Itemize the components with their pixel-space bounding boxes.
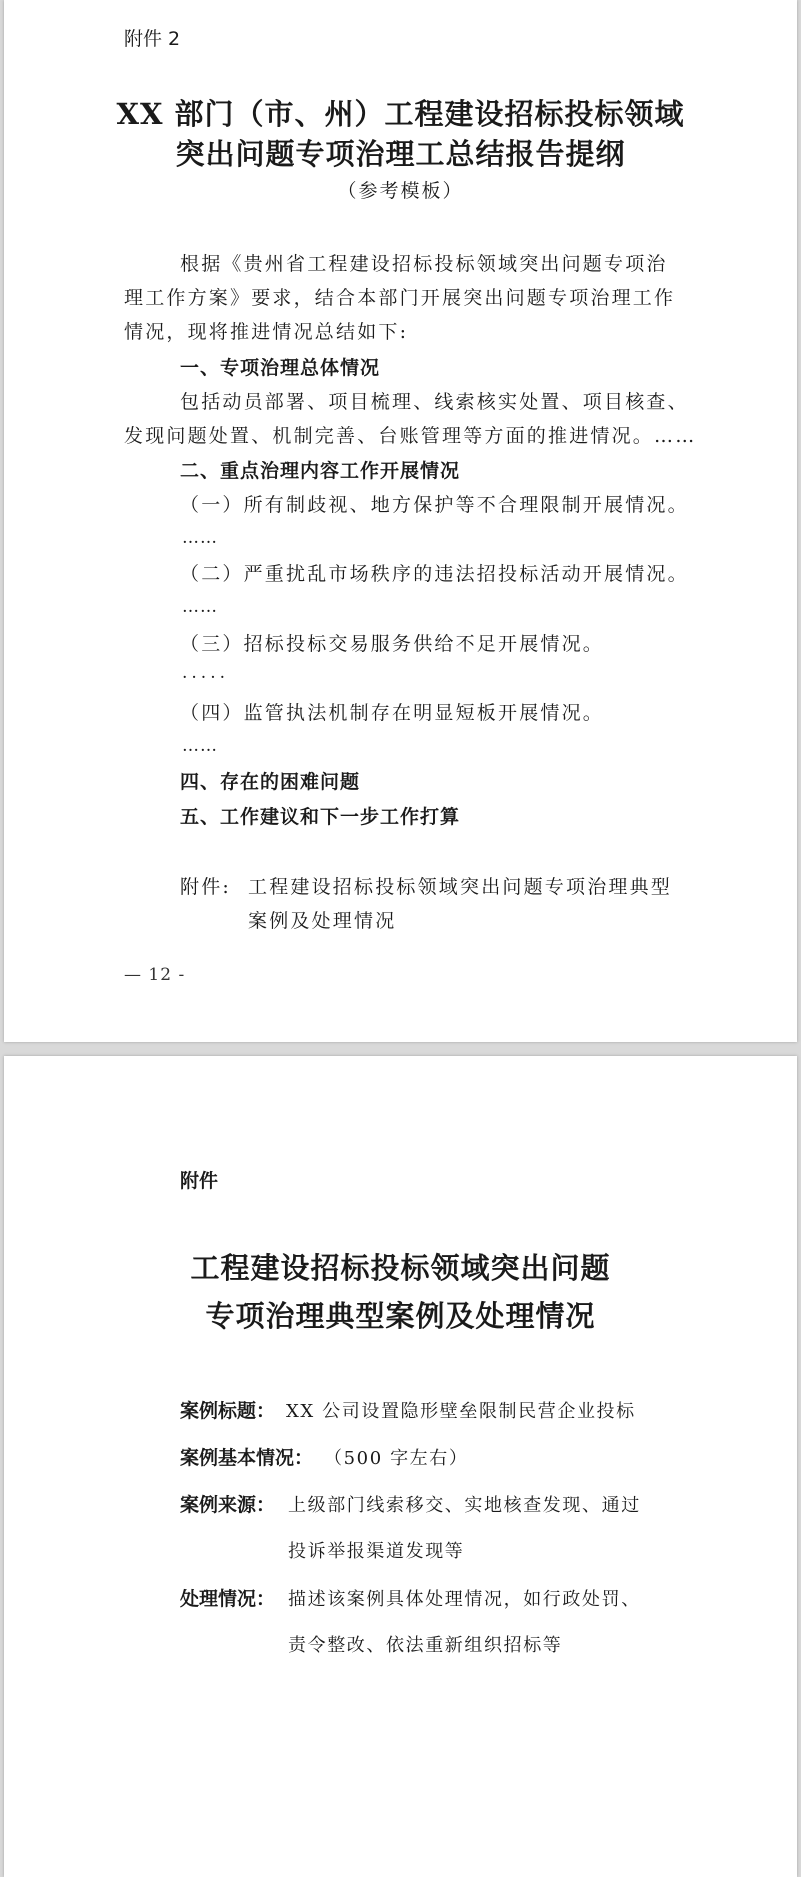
- intro-line-2: 理工作方案》要求，结合本部门开展突出问题专项治理工作: [124, 287, 676, 309]
- case-title-key: 案例标题：: [180, 1400, 276, 1422]
- attachment-note-line-2: 案例及处理情况: [248, 910, 397, 932]
- document-page-2: [4, 1056, 797, 1877]
- item-1-ellipsis: ……: [182, 528, 218, 548]
- section-5-heading: 五、工作建议和下一步工作打算: [180, 806, 461, 828]
- item-3-ellipsis: .....: [182, 663, 230, 683]
- attachment-note-label: 附件:: [180, 876, 232, 898]
- case-basic-key: 案例基本情况：: [180, 1447, 314, 1469]
- section-1-line-2: 发现问题处置、机制完善、台账管理等方面的推进情况。……: [124, 425, 697, 447]
- item-3: （三）招标投标交易服务供给不足开展情况。: [180, 633, 605, 655]
- section-4-heading: 四、存在的困难问题: [180, 771, 361, 793]
- handling-value-line-2: 责令整改、依法重新组织招标等: [288, 1635, 563, 1656]
- page-number: — 12 -: [124, 965, 186, 985]
- item-4-ellipsis: ……: [182, 736, 218, 756]
- section-2-heading: 二、重点治理内容工作开展情况: [180, 460, 461, 482]
- section-1-line-1: 包括动员部署、项目梳理、线索核实处置、项目核查、: [180, 391, 689, 413]
- intro-line-3: 情况，现将推进情况总结如下:: [124, 321, 409, 343]
- attachment-label: 附件 2: [124, 28, 181, 50]
- attachment-label: 附件: [180, 1170, 219, 1192]
- handling-key: 处理情况：: [180, 1588, 276, 1610]
- item-2: （二）严重扰乱市场秩序的违法招投标活动开展情况。: [180, 563, 689, 585]
- document-subtitle: （参考模板）: [337, 180, 464, 202]
- case-source-value-line-2: 投诉举报渠道发现等: [288, 1541, 465, 1562]
- document-title-line-1: XX 部门（市、州）工程建设招标投标领域: [116, 97, 685, 131]
- handling-value-line-1: 描述该案例具体处理情况，如行政处罚、: [288, 1589, 641, 1610]
- document-page-1: [4, 0, 797, 1042]
- case-source-value-line-1: 上级部门线索移交、实地核查发现、通过: [288, 1495, 641, 1516]
- case-title-value: XX 公司设置隐形壁垒限制民营企业投标: [286, 1401, 636, 1422]
- case-basic-value: （500 字左右）: [324, 1448, 469, 1469]
- item-4: （四）监管执法机制存在明显短板开展情况。: [180, 702, 605, 724]
- document-title-line-2: 突出问题专项治理工总结报告提纲: [175, 137, 626, 171]
- case-source-key: 案例来源：: [180, 1494, 276, 1516]
- attachment-note-line-1: 工程建设招标投标领域突出问题专项治理典型: [248, 876, 673, 898]
- attachment-title-line-2: 专项治理典型案例及处理情况: [205, 1299, 596, 1333]
- item-1: （一）所有制歧视、地方保护等不合理限制开展情况。: [180, 494, 689, 516]
- intro-line-1: 根据《贵州省工程建设招标投标领域突出问题专项治: [180, 253, 668, 275]
- section-1-heading: 一、专项治理总体情况: [180, 357, 381, 379]
- item-2-ellipsis: ……: [182, 597, 218, 617]
- attachment-title-line-1: 工程建设招标投标领域突出问题: [190, 1251, 611, 1285]
